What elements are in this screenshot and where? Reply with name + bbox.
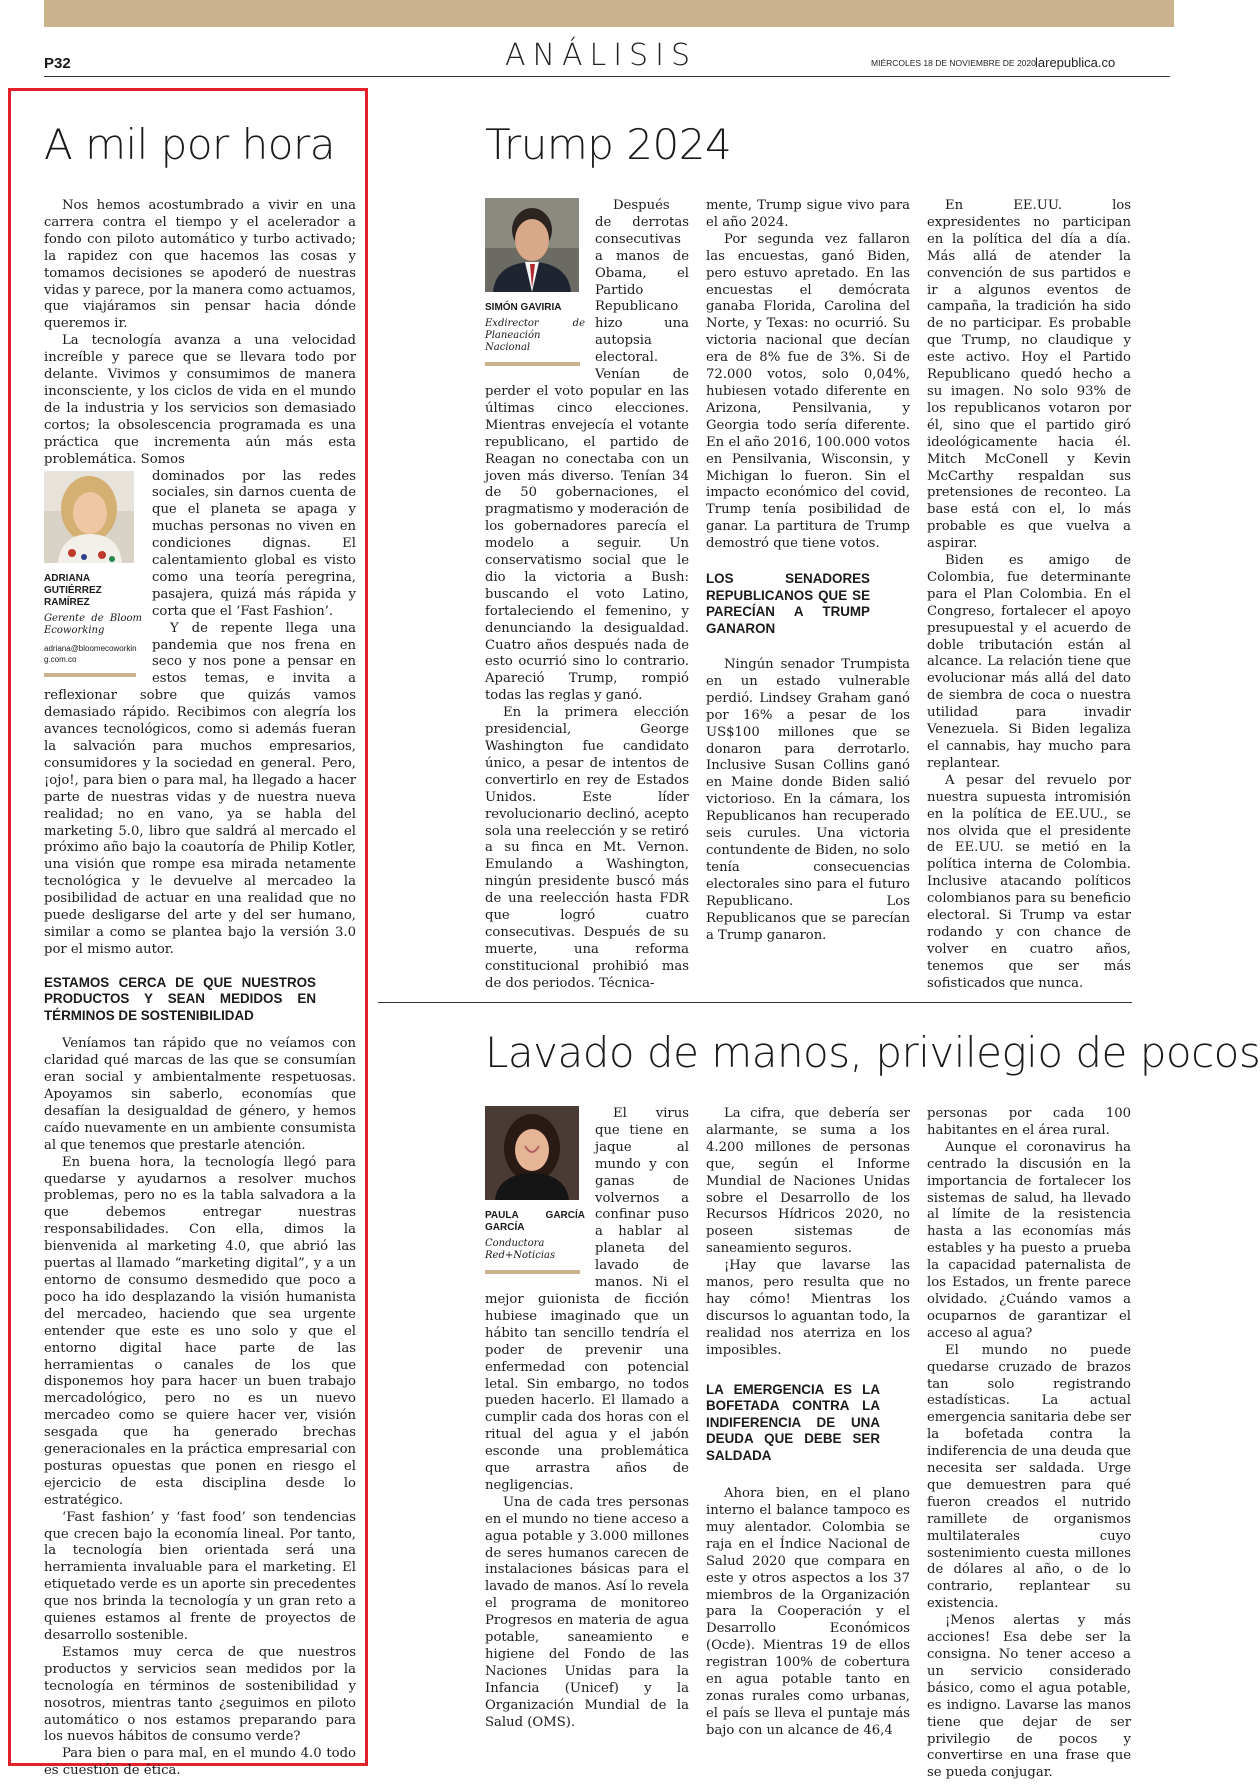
paragraph: ¡Menos alertas y más acciones! Esa debe ser la consigna. No tener acceso a un servicio considerado básico, como el agua potable, es indigno. Lavarse las manos tiene que dejar de ser privilegio de pocos y convertirse en una frase que se pueda conjugar.	[927, 1613, 1131, 1781]
article3-col3	[927, 1106, 1131, 1782]
article1-body	[44, 198, 356, 1780]
article3-subhead: LA EMERGENCIA ES LA BOFETADA CONTRA LA INDIFERENCIA DE UNA DEUDA QUE DEBE SER SALDADA	[706, 1381, 880, 1463]
paragraph: A pesar del revuelo por nuestra supuesta intromisión en la política de EE.UU., se nos olvida que el presidente de EE.UU. se metió en la política interna de Colombia. Inclusive atacando políticos colombianos para su beneficio electoral. Si Trump va estar rodando y con chance de volver en cuatro años, tenemos que ser más sofisticados que nunca.	[927, 772, 1131, 991]
paragraph: En EE.UU. los expresidentes no participan en la política del día a día. Más allá de atender la convención de sus partidos e ir a algunos eventos de campaña, la tradición ha sido de no participar. Es probable que Trump, no claudique y este activo. Hoy el Partido Republicano quedó hecho a su imagen. No solo 93% de los republicanos votaron por él, sino que el partido giró ideológicamente hacia él. Mitch McConell y Kevin McCarthy respaldan sus pretensiones de reconteo. La base está con el, lo más probable es que vuelva a aspirar.	[927, 198, 1131, 552]
author-role: Conductora Red+Noticias	[485, 1238, 556, 1261]
article2-byline	[485, 198, 585, 366]
byline-accent-bar	[485, 1270, 580, 1274]
page-number: P32	[44, 55, 71, 72]
paragraph: personas por cada 100 habitantes en el área rural.	[927, 1106, 1131, 1138]
paragraph: Ningún senador Trumpista en un estado vulnerable perdió. Lindsey Graham ganó por 16% a pesar de los US$100 millones que se donaron para derrotarlo. Inclusive Susan Collins ganó en Maine donde Biden salió victorioso. En la cámara, los Republicanos han recuperado seis curules. Una victoria contundente de Biden, no solo tenía consecuencias electorales sino para el futuro Republicano. Los Republicanos que se parecían a Trump ganaron.	[706, 657, 910, 943]
article2-title: Trump 2024	[485, 120, 732, 169]
author-role: Gerente de Bloom Ecoworking	[44, 612, 142, 636]
paragraph: Aunque el coronavirus ha centrado la discusión en la importancia de fortalecer los sistemas de salud, ha llevado al límite de la resistencia hasta a las economías más estables y ha puesto a prueba la capacidad paternalista de los Estados, un frente parece olvidado. ¿Cuándo vamos a ocuparnos de garantizar el acceso al agua?	[927, 1139, 1131, 1341]
paragraph: ¡Hay que lavarse las manos, pero resulta que no hay cómo! Mientras los discursos lo aguantan todo, la realidad nos aterriza en los imposibles.	[706, 1258, 910, 1358]
byline-accent-bar	[44, 673, 136, 677]
paragraph: Nos hemos acostumbrado a vivir en una carrera contra el tiempo y el acelerador a fondo con piloto automático y turbo activado; la rapidez con que hacemos las cosas y tomamos decisiones se apoderó de nuestras vidas y parece, por la manera como actuamos, que viajáramos sin pensar hacia dónde queremos ir.	[44, 198, 356, 332]
paragraph: dominados por las redes sociales, sin darnos cuenta de que el planeta se apaga y muchas personas no viven en condiciones dignas. El calentamiento global es visto como una teoría peregrina, pasajera, quizá más rápida y corta que el ‘Fast Fashion’.	[152, 468, 356, 619]
byline-accent-bar	[485, 362, 580, 366]
paragraph: Después de derrotas consecutivas a manos de Obama, el Partido Republicano hizo una autopsia electoral. Venían de perder el voto popular en las últimas cinco elecciones. Mientras envejecía el votante republicano, el partido de Reagan no conectaba con un joven más diverso. Tenían 34 de 50 gobernaciones, el pragmatismo y moderación de los gobernadores parecía el modelo a seguir. Un conservatismo social que le dio la victoria a Bush: buscando el voto Latino, fortaleciendo el femenino, y denunciando la desigualdad. Cuatro años después nada de esto ocurrió sino lo contrario. Apareció Trump, rompió todas las reglas y ganó.	[485, 198, 689, 704]
article2-subhead: LOS SENADORES REPUBLICANOS QUE SE PARECÍAN A TRUMP GANARON	[706, 571, 870, 636]
article2-col1	[485, 198, 689, 993]
article2-col3	[927, 198, 1131, 993]
article3-byline	[485, 1106, 585, 1274]
article3-title: Lavado de manos, privilegio de pocos	[485, 1028, 1260, 1077]
paragraph: Y de repente llega una pandemia que nos frena en seco y nos pone a pensar en estos temas, e invita a reflexionar sobre que quizás vamos demasiado rápido. Recibimos con alegría los avances tecnológicos, como si además fueran la salvación para muchos empresarios, consumidores y la sociedad en general. Pero, ¡ojo!, para bien o para mal, ha llegado a hacer parte de nuestras vidas y de nuestra nueva realidad; no en vano, ya se habla del marketing 5.0, libro que saldrá al mercado el próximo año bajo la coautoría de Philip Kotler, una visión que rompe esa mirada netamente tecnológica y le devuelve al mercadeo la posibilidad de actuar en una realidad que no puede desligarse del arte y del ser humano, similar a como se plantea bajo la versión 3.0 por el mismo autor.	[44, 620, 356, 957]
article3-col2	[706, 1106, 910, 1740]
article1-title: A mil por hora	[44, 120, 335, 169]
paragraph: Ahora bien, en el plano interno el balance tampoco es muy alentador. Colombia se raja en el Índice Nacional de Salud 2020 que compara en este y otros aspectos a los 37 miembros de la Organización para la Cooperación y el Desarrollo Económicos (Ocde). Mientras 19 de ellos registran 100% de cobertura en agua potable tanto en zonas rurales como urbanas, el país se lleva el puntaje más bajo con un alcance de 46,4	[706, 1486, 910, 1738]
paragraph: El virus que tiene en jaque al mundo y con ganas de volvernos a confinar puso a hablar al planeta del lavado de manos. Ni el mejor guionista de ficción hubiese imaginado que un hábito tan sencillo tendría el poder de prevenir una enfermedad con potencial letal. Sin embargo, no todos pueden hacerlo. El llamado a cumplir cada dos horas con el ritual del agua y el jabón esconde una problemática que arrastra años de negligencias.	[485, 1106, 689, 1493]
paragraph: Una de cada tres personas en el mundo no tiene acceso a agua potable y 3.000 millones de seres humanos carecen de instalaciones básicas para el lavado de manos. Así lo revela el programa de monitoreo Progresos en materia de agua potable, saneamiento e higiene del Fondo de las Naciones Unidas para la Infancia (Unicef) y la Organización Mundial de la Salud (OMS).	[485, 1494, 689, 1730]
paragraph: Biden es amigo de Colombia, fue determinante para el Plan Colombia. En el Congreso, fortalecer el apoyo presupuestal y el acuerdo de doble tributación están al alcance. La relación tiene que evolucionar más allá del dato de siembra de coca o nuestra utilidad para invadir Venezuela. Si Biden legaliza el cannabis, hay mucho para replantear.	[927, 553, 1131, 771]
issue-date: MIÉRCOLES 18 DE NOVIEMBRE DE 2020	[871, 58, 1036, 68]
section-title: ANÁLISIS	[505, 38, 697, 73]
author-photo-simon	[485, 198, 579, 292]
author-name: SIMÓN GAVIRIA	[485, 302, 562, 313]
paragraph: ‘Fast fashion’ y ‘fast food’ son tendencias que crecen bajo la economía lineal. Por tanto, la tecnología bien orientada será una herramienta invaluable para el marketing. El etiquetado verde es un aporte sin precedentes que nos brinda la tecnología y un gran reto a quienes estamos al frente de proyectos de desarrollo sostenible.	[44, 1509, 356, 1643]
author-email[interactable]: adriana@bloomecoworking.com.co	[44, 643, 137, 664]
author-name: PAULA GARCÍA GARCÍA	[485, 1210, 585, 1233]
header-color-bar	[44, 0, 1174, 27]
paragraph: La cifra, que debería ser alarmante, se suma a los 4.200 millones de personas que, según el Informe Mundial de Naciones Unidas sobre el Desarrollo de los Recursos Hídricos 2020, no poseen sistemas de saneamiento seguros.	[706, 1106, 910, 1257]
paragraph: La tecnología avanza a una velocidad increíble y parece que se llevara todo por delante. Vivimos y consumimos de manera inconsciente, y los ciclos de vida en el mundo de la industria y los servicios son demasiado cortos; la obsolescencia programada es una práctica que incrementa aún más esta problemática. Somos	[44, 333, 356, 467]
author-name: ADRIANA GUTIÉRREZ RAMÍREZ	[44, 572, 102, 608]
header-rule	[44, 76, 1170, 77]
paragraph: En buena hora, la tecnología llegó para quedarse y ayudarnos a resolver muchos problemas, pero no es la tabla salvadora a la que debemos entregar nuestras responsabilidades. Con ella, dimos la bienvenida al marketing 4.0, que abrió las puertas al llamado “marketing digital”, y a un entorno de consumo desmedido que poco a poco ha ido desplazando la visión humanista del mercadeo, haciendo que sea urgente entender que este es uno solo y que el entorno digital hace parte de las herramientas o canales de los que disponemos hoy para hacer un buen trabajo mercadológico, pero no es un nuevo mercadeo como se quiere hacer ver, visión sesgada que ha generado brechas generacionales en la práctica empresarial con posturas opuestas que ponen en riesgo el ejercicio de esta disciplina desde lo estratégico.	[44, 1154, 356, 1508]
author-photo-adriana	[44, 471, 134, 563]
article2-col2	[706, 198, 910, 944]
article1-subhead: ESTAMOS CERCA DE QUE NUESTROS PRODUCTOS Y SEAN MEDIDOS EN TÉRMINOS DE SOSTENIBILIDAD	[44, 974, 316, 1023]
paragraph: Estamos muy cerca de que nuestros productos y servicios sean medidos por la tecnología en términos de sostenibilidad y nosotros, mientras tanto ¿seguimos en piloto automático o nos estamos preparando para los nuevos hábitos de consumo verde?	[44, 1644, 356, 1745]
paragraph: Por segunda vez fallaron las encuestas, ganó Biden, pero estuvo apretado. En las encuestas el demócrata ganaba Florida, Carolina del Norte, y Texas: no ocurrió. Su victoria nacional que decían era de 8% fue de 3%. Si de 72.000 votos, solo 0,04%, hubiesen votado diferente en Arizona, Pensilvania, y Georgia todo sería diferente. En el año 2016, 100.000 votos en Pensilvania, Wisconsin, y Michigan lo fueron. Sin el impacto económico del covid, Trump tenía posibilidad de ganar. La partitura de Trump demostró que tiene votos.	[706, 231, 910, 552]
section-divider	[378, 1002, 1132, 1003]
article3-col1	[485, 1106, 689, 1732]
paragraph: El mundo no puede quedarse cruzado de brazos tan solo registrando estadísticas. La actual emergencia sanitaria debe ser la bofetada contra la indiferencia de una deuda que necesita ser saldada. Urge que demuestren para qué fueron creados el nutrido ramillete de organismos multilaterales cuyo sostenimiento cuesta millones de dólares al año, o de lo contrario, replantear su existencia.	[927, 1342, 1131, 1612]
site-url[interactable]: larepublica.co	[1035, 55, 1116, 70]
paragraph: Para bien o para mal, en el mundo 4.0 todo es cuestión de ética.	[44, 1746, 356, 1779]
article1-byline	[44, 471, 142, 677]
paragraph: En la primera elección presidencial, George Washington fue candidato único, a pesar de intentos de convertirlo en rey de Estados Unidos. Este líder revolucionario declinó, acepto sola una reelección y se retiró a su finca en Mt. Vernon. Emulando a Washington, ningún presidente buscó más de una reelección hasta FDR que logró cuatro consecutivas. Después de su muerte, una reforma constitucional prohibió mas de dos periodos. Técnica-	[485, 705, 689, 991]
author-photo-paula	[485, 1106, 579, 1200]
paragraph: mente, Trump sigue vivo para el año 2024.	[706, 198, 910, 230]
author-role: Exdirector de Planeación Nacional	[485, 318, 585, 353]
paragraph: Veníamos tan rápido que no veíamos con claridad qué marcas de las que se consumían eran social y ambientalmente respetuosas. Apoyamos sin saberlo, economías que desafían la desigualdad de género, y hemos caído nuevamente en un ambiente consumista al que tenemos que prestarle atención.	[44, 1036, 356, 1153]
